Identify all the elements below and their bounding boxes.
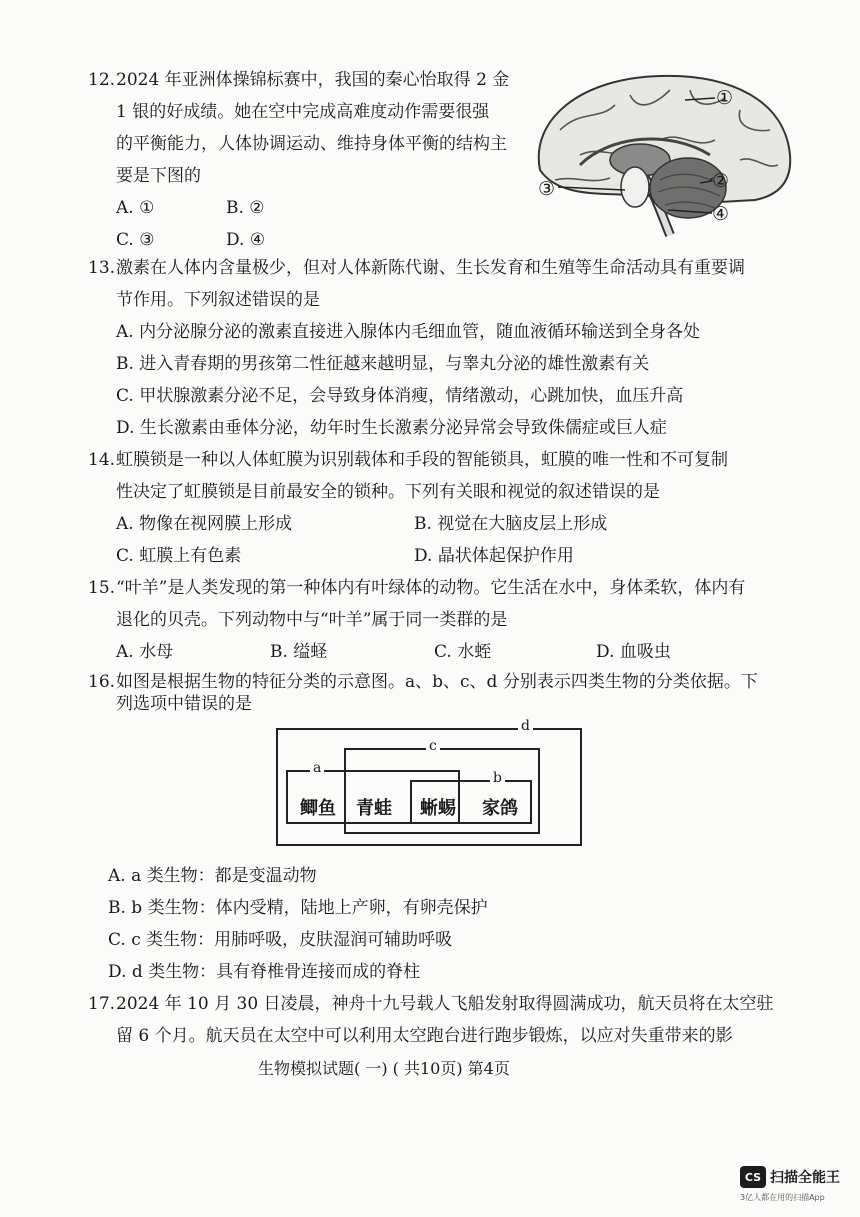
q13-line-1: 激素在人体内含量极少，但对人体新陈代谢、生长发育和生殖等生命活动具有重要调 — [116, 258, 745, 278]
q15-line-1: “叶羊”是人类发现的第一种体内有叶绿体的动物。它生活在水中，身体柔软，体内有 — [116, 578, 746, 598]
q14-line-2: 性决定了虹膜锁是目前最安全的锁种。下列有关眼和视觉的叙述错误的是 — [116, 482, 660, 502]
q13-number: 13. — [88, 258, 116, 278]
group-b-label: b — [490, 770, 505, 786]
q14-option-a: A. 物像在视网膜上形成 — [116, 514, 293, 534]
group-a-label: a — [310, 760, 324, 776]
brain-label-1: ① — [716, 87, 734, 109]
animal-crucian-carp: 鲫鱼 — [300, 798, 336, 819]
animal-pigeon: 家鸽 — [482, 798, 518, 819]
q13-option-c: C. 甲状腺激素分泌不足，会导致身体消瘦，情绪激动，心跳加快，血压升高 — [116, 386, 684, 406]
q13-option-b: B. 进入青春期的男孩第二性征越来越明显，与睾丸分泌的雄性激素有关 — [116, 354, 650, 374]
q17-line-1: 2024 年 10 月 30 日凌晨，神舟十九号载人飞船发射取得圆满成功，航天员将在太空驻 — [116, 994, 774, 1014]
q16-option-b: B. b 类生物：体内受精，陆地上产卵，有卵壳保护 — [108, 898, 488, 918]
q15-option-b: B. 缢蛏 — [270, 642, 328, 662]
q16-line-1: 如图是根据生物的特征分类的示意图。a、b、c、d 分别表示四类生物的分类依据。下 — [116, 672, 758, 692]
q16-option-a: A. a 类生物：都是变温动物 — [108, 866, 317, 886]
animal-frog: 青蛙 — [356, 798, 392, 819]
q12-line-1: 2024 年亚洲体操锦标赛中，我国的秦心怡取得 2 金 — [116, 70, 510, 90]
q12-option-b: B. ② — [226, 198, 265, 218]
q16-number: 16. — [88, 672, 116, 692]
q14-option-b: B. 视觉在大脑皮层上形成 — [414, 514, 608, 534]
q12-line-4: 要是下图的 — [116, 166, 201, 186]
q15-number: 15. — [88, 578, 116, 598]
q16-option-c: C. c 类生物：用肺呼吸，皮肤湿润可辅助呼吸 — [108, 930, 453, 950]
q16-line-2: 列选项中错误的是 — [116, 694, 252, 714]
group-d-label: d — [518, 718, 533, 734]
animal-lizard: 蜥蜴 — [420, 798, 456, 819]
camscanner-name: 扫描全能王 — [770, 1170, 840, 1186]
q12-option-d: D. ④ — [226, 230, 266, 250]
q14-line-1: 虹膜锁是一种以人体虹膜为识别载体和手段的智能锁具，虹膜的唯一性和不可复制 — [116, 450, 728, 470]
brain-label-2: ② — [712, 170, 730, 192]
page-footer: 生物模拟试题( 一) ( 共10页) 第4页 — [258, 1059, 510, 1078]
q15-line-2: 退化的贝壳。下列动物中与“叶羊”属于同一类群的是 — [116, 610, 508, 630]
q14-number: 14. — [88, 450, 116, 470]
q12-option-a: A. ① — [116, 198, 155, 218]
camscanner-tagline: 3亿人都在用的扫描App — [740, 1193, 825, 1202]
q15-option-a: A. 水母 — [116, 642, 174, 662]
q12-option-c: C. ③ — [116, 230, 155, 250]
brain-label-4: ④ — [712, 203, 730, 225]
brain-figure — [520, 60, 850, 240]
q17-line-2: 留 6 个月。航天员在太空中可以利用太空跑台进行跑步锻炼，以应对失重带来的影 — [116, 1026, 733, 1046]
q12-line-2: 1 银的好成绩。她在空中完成高难度动作需要很强 — [116, 102, 490, 122]
classification-diagram — [276, 718, 582, 848]
q12-number: 12. — [88, 70, 116, 90]
brain-label-3: ③ — [538, 178, 556, 200]
q13-option-d: D. 生长激素由垂体分泌，幼年时生长激素分泌异常会导致侏儒症或巨人症 — [116, 418, 667, 438]
group-c-label: c — [426, 738, 440, 754]
camscanner-logo: CS — [740, 1166, 766, 1188]
q16-option-d: D. d 类生物：具有脊椎骨连接而成的脊柱 — [108, 962, 421, 982]
q15-option-d: D. 血吸虫 — [596, 642, 671, 662]
q14-option-c: C. 虹膜上有色素 — [116, 546, 242, 566]
q17-number: 17. — [88, 994, 116, 1014]
q15-option-c: C. 水蛭 — [434, 642, 492, 662]
q13-line-2: 节作用。下列叙述错误的是 — [116, 290, 320, 310]
q14-option-d: D. 晶状体起保护作用 — [414, 546, 574, 566]
q12-line-3: 的平衡能力，人体协调运动、维持身体平衡的结构主 — [116, 134, 507, 154]
q13-option-a: A. 内分泌腺分泌的激素直接进入腺体内毛细血管，随血液循环输送到全身各处 — [116, 322, 701, 342]
